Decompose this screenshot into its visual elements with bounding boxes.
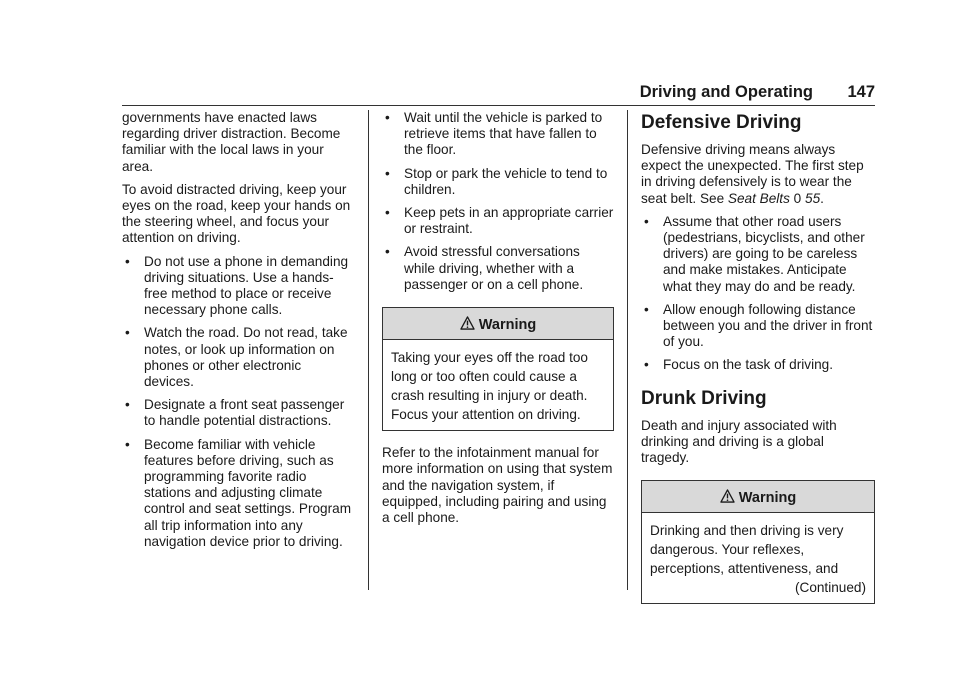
list-item xyxy=(122,254,354,319)
paragraph xyxy=(641,142,875,207)
warning-header xyxy=(383,308,613,340)
page-reference-number[interactable]: 55 xyxy=(805,190,821,206)
header-divider xyxy=(122,105,875,106)
bullet-icon: • xyxy=(125,253,130,269)
bullet-icon: • xyxy=(644,301,649,317)
cross-reference-link[interactable]: Seat Belts xyxy=(727,190,790,206)
warning-box xyxy=(382,307,614,431)
bullet-icon: • xyxy=(125,436,130,452)
list-item xyxy=(382,166,614,198)
list-item-text: Become familiar with vehicle features before driving, such as programming favorite radio stations and adjusting climate control and seat settings. Program all trip information into any navigation device prior to driving. xyxy=(144,436,352,549)
list-item-text: Assume that other road users (pedestrians, bicyclists, and other drivers) are going to be careless and make mistakes. Anticipate what they may do and be ready. xyxy=(663,213,865,294)
column-2 xyxy=(382,110,614,533)
list-item-text: Avoid stressful conversations while driving, whether with a passenger or on a cell phone. xyxy=(404,244,584,292)
section-title: Driving and Operating xyxy=(639,83,813,101)
period: . xyxy=(820,190,824,206)
paragraph: Death and injury associated with drinking and driving is a global tragedy. xyxy=(641,417,837,466)
warning-triangle-icon xyxy=(460,316,475,330)
bullet-icon: • xyxy=(385,165,390,181)
list-item-text: Allow enough following distance between you and the driver in front of you. xyxy=(663,301,873,350)
bullet-icon: • xyxy=(385,244,390,260)
page-header xyxy=(122,82,875,104)
section-heading: Defensive Driving xyxy=(641,112,802,133)
warning-body xyxy=(642,513,874,603)
paragraph: governments have enacted laws regarding driver distraction. Become familiar with the local laws in your area. xyxy=(122,110,341,174)
list-item-text: Stop or park the vehicle to tend to children. xyxy=(404,165,608,197)
paragraph: To avoid distracted driving, keep your eyes on the road, keep your hands on the steering wheel, and focus your attention on driving. xyxy=(122,181,351,246)
column-divider-1 xyxy=(368,110,369,590)
continued-label: (Continued) xyxy=(794,580,866,596)
section-heading: Drunk Driving xyxy=(641,387,767,409)
column-1 xyxy=(122,110,354,557)
warning-title: Warning xyxy=(738,490,797,507)
page-number: 147 xyxy=(847,83,875,101)
list-item-text: Wait until the vehicle is parked to retrieve items that have fallen to the floor. xyxy=(404,110,603,158)
list-item xyxy=(122,397,354,429)
list-item-text: Watch the road. Do not read, take notes, or look up information on phones or other electronic devices. xyxy=(144,325,348,390)
bullet-list xyxy=(122,254,354,550)
list-item xyxy=(641,214,875,295)
bullet-icon: • xyxy=(644,213,649,229)
page-reference-icon: 0 xyxy=(793,190,802,206)
list-item xyxy=(641,357,875,373)
list-item xyxy=(382,244,614,293)
list-item xyxy=(382,205,614,237)
bullet-list xyxy=(641,214,875,374)
paragraph-text: Defensive driving means always expect the unexpected. The first step in driving defensively is to wear the seat belt. See xyxy=(641,142,864,206)
bullet-icon: • xyxy=(644,357,649,373)
list-item xyxy=(382,110,614,159)
list-item xyxy=(122,437,354,550)
bullet-icon: • xyxy=(385,110,390,125)
warning-title: Warning xyxy=(478,317,537,334)
warning-triangle-icon xyxy=(720,489,735,503)
warning-text: Taking your eyes off the road too long or too often could cause a crash resulting in injury or death. Focus your attention on driving. xyxy=(391,350,588,423)
list-item-text: Keep pets in an appropriate carrier or restraint. xyxy=(404,205,614,237)
list-item xyxy=(641,302,875,351)
warning-box xyxy=(641,480,875,604)
list-item-text: Designate a front seat passenger to handle potential distractions. xyxy=(144,397,345,429)
bullet-icon: • xyxy=(385,205,390,221)
list-item-text: Focus on the task of driving. xyxy=(663,357,834,373)
bullet-icon: • xyxy=(125,397,130,413)
list-item xyxy=(122,325,354,390)
column-3 xyxy=(641,110,875,618)
warning-text: Drinking and then driving is very dangerous. Your reflexes, perceptions, attentiveness, and xyxy=(650,523,844,577)
bullet-icon: • xyxy=(125,325,130,341)
bullet-list xyxy=(382,110,614,293)
list-item-text: Do not use a phone in demanding driving situations. Use a hands-free method to place or receive necessary phone calls. xyxy=(144,253,349,318)
warning-header xyxy=(642,481,874,513)
column-divider-2 xyxy=(627,110,628,590)
paragraph: Refer to the infotainment manual for more information on using that system and the navigation system, if equipped, including pairing and using a cell phone. xyxy=(382,445,613,526)
